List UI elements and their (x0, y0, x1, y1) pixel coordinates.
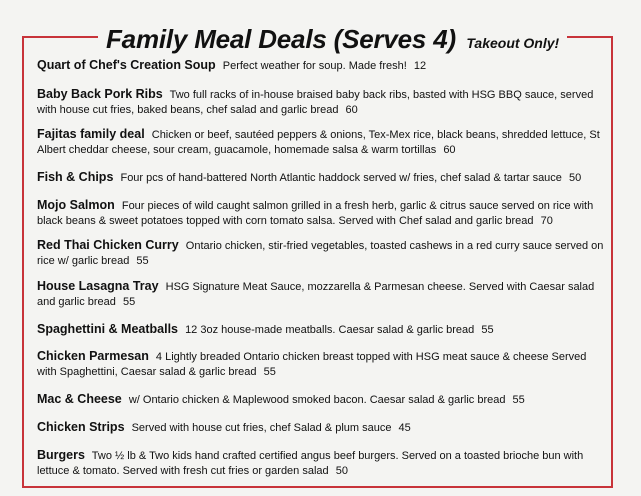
menu-item-soup (37, 58, 607, 74)
menu-item-name: Baby Back Pork Ribs (37, 87, 163, 101)
menu-item-name: Mojo Salmon (37, 198, 115, 212)
menu-item-ribs (37, 87, 607, 118)
menu-item-name: Fajitas family deal (37, 127, 145, 141)
menu-header (98, 24, 567, 59)
menu-item-price: 55 (512, 394, 525, 406)
menu-item-description: Perfect weather for soup. Made fresh! (222, 60, 407, 72)
menu-item-burgers (37, 448, 607, 479)
menu-item-description: 12 3oz house-made meatballs. Caesar salad & garlic bread (185, 324, 475, 336)
menu-item-fajitas (37, 127, 607, 158)
menu-item-name: Red Thai Chicken Curry (37, 238, 179, 252)
menu-item-name: Mac & Cheese (37, 392, 122, 406)
menu-item-description: Two ½ lb & Two kids hand crafted certified angus beef burgers. Served on a toasted brioche bun with lettuce & tomato. Served with fresh cut fries or garden salad (37, 450, 584, 477)
menu-item-fish-chips (37, 170, 607, 186)
menu-item-description: Four pieces of wild caught salmon grilled in a fresh herb, garlic & citrus sauce served on rice with black beans & sweet potatoes topped with corn tomato salsa. Served with Chef salad and garlic bread (37, 200, 594, 227)
menu-item-description: Four pcs of hand-battered North Atlantic haddock served w/ fries, chef salad & tartar sauce (120, 172, 562, 184)
menu-item-spaghettini (37, 322, 607, 338)
menu-item-description: Chicken or beef, sautéed peppers & onions, Tex-Mex rice, black beans, shredded lettuce, St Albert cheddar cheese, sour cream, guacamole, homemade salsa & warm tortillas (37, 129, 600, 156)
menu-item-lasagna (37, 279, 607, 310)
menu-item-price: 50 (568, 172, 582, 184)
menu-item-name: Burgers (37, 448, 85, 462)
menu-item-chicken-strips (37, 420, 607, 436)
menu-item-price: 50 (335, 465, 348, 477)
menu-item-description: Two full racks of in-house braised baby back ribs, basted with HSG BBQ sauce, served with house cut fries, baked beans, chef salad and garlic bread (37, 89, 594, 116)
menu-item-price: 45 (398, 422, 411, 434)
menu-item-price: 70 (540, 215, 553, 227)
menu-item-description: w/ Ontario chicken & Maplewood smoked bacon. Caesar salad & garlic bread (128, 394, 506, 406)
menu-item-description: 4 Lightly breaded Ontario chicken breast topped with HSG meat sauce & cheese Served with Spaghettini, Caesar salad & garlic bread (37, 351, 587, 378)
takeout-only-note: Takeout Only! (466, 35, 560, 51)
menu-item-thai-curry (37, 238, 607, 269)
menu-item-name: Spaghettini & Meatballs (37, 322, 178, 336)
menu-item-name: Chicken Parmesan (37, 349, 149, 363)
menu-item-price: 55 (263, 366, 276, 378)
menu-item-mojo-salmon (37, 198, 607, 229)
menu-item-description: HSG Signature Meat Sauce, mozzarella & Parmesan cheese. Served with Caesar salad and garlic bread (37, 281, 595, 308)
menu-items-list (37, 58, 607, 479)
menu-item-name: Fish & Chips (37, 170, 114, 184)
menu-item-name: Chicken Strips (37, 420, 125, 434)
menu-item-price: 12 (413, 60, 427, 72)
menu-item-description: Ontario chicken, stir-fried vegetables, toasted cashews in a red curry sauce served on rice w/ garlic bread (37, 240, 604, 267)
menu-item-name: Quart of Chef's Creation Soup (37, 58, 216, 72)
menu-item-mac-cheese (37, 392, 607, 408)
menu-item-price: 55 (481, 324, 494, 336)
menu-item-price: 55 (136, 255, 149, 267)
menu-item-price: 60 (345, 104, 358, 116)
menu-item-chicken-parmesan (37, 349, 607, 380)
menu-item-description: Served with house cut fries, chef Salad & plum sauce (131, 422, 392, 434)
menu-item-name: House Lasagna Tray (37, 279, 159, 293)
menu-title: Family Meal Deals (Serves 4) (106, 24, 456, 54)
menu-item-price: 60 (443, 144, 456, 156)
menu-item-price: 55 (122, 296, 136, 308)
